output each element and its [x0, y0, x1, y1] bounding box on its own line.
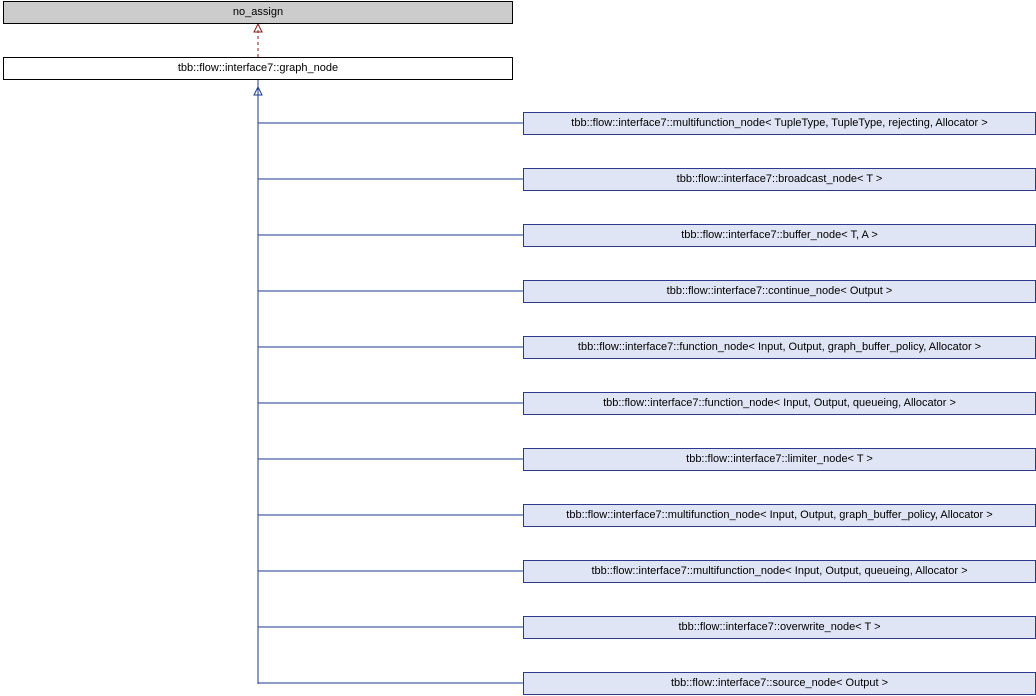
node-derived-8[interactable]: tbb::flow::interface7::multifunction_node< Input, Output, queueing, Allocator > [523, 560, 1036, 583]
arrowhead-graph-node [254, 87, 262, 95]
node-derived-7[interactable]: tbb::flow::interface7::multifunction_node< Input, Output, graph_buffer_policy, Allocator > [523, 504, 1036, 527]
node-derived-3[interactable]: tbb::flow::interface7::continue_node< Output > [523, 280, 1036, 303]
arrowhead-no-assign [254, 24, 262, 32]
node-graph-node[interactable]: tbb::flow::interface7::graph_node [3, 57, 513, 80]
node-derived-0[interactable]: tbb::flow::interface7::multifunction_node< TupleType, TupleType, rejecting, Allocator > [523, 112, 1036, 135]
node-derived-9[interactable]: tbb::flow::interface7::overwrite_node< T > [523, 616, 1036, 639]
node-derived-2[interactable]: tbb::flow::interface7::buffer_node< T, A > [523, 224, 1036, 247]
node-derived-6[interactable]: tbb::flow::interface7::limiter_node< T > [523, 448, 1036, 471]
node-derived-4[interactable]: tbb::flow::interface7::function_node< Input, Output, graph_buffer_policy, Allocator > [523, 336, 1036, 359]
node-derived-10[interactable]: tbb::flow::interface7::source_node< Output > [523, 672, 1036, 695]
node-derived-1[interactable]: tbb::flow::interface7::broadcast_node< T > [523, 168, 1036, 191]
node-derived-5[interactable]: tbb::flow::interface7::function_node< Input, Output, queueing, Allocator > [523, 392, 1036, 415]
node-no-assign[interactable]: no_assign [3, 1, 513, 24]
